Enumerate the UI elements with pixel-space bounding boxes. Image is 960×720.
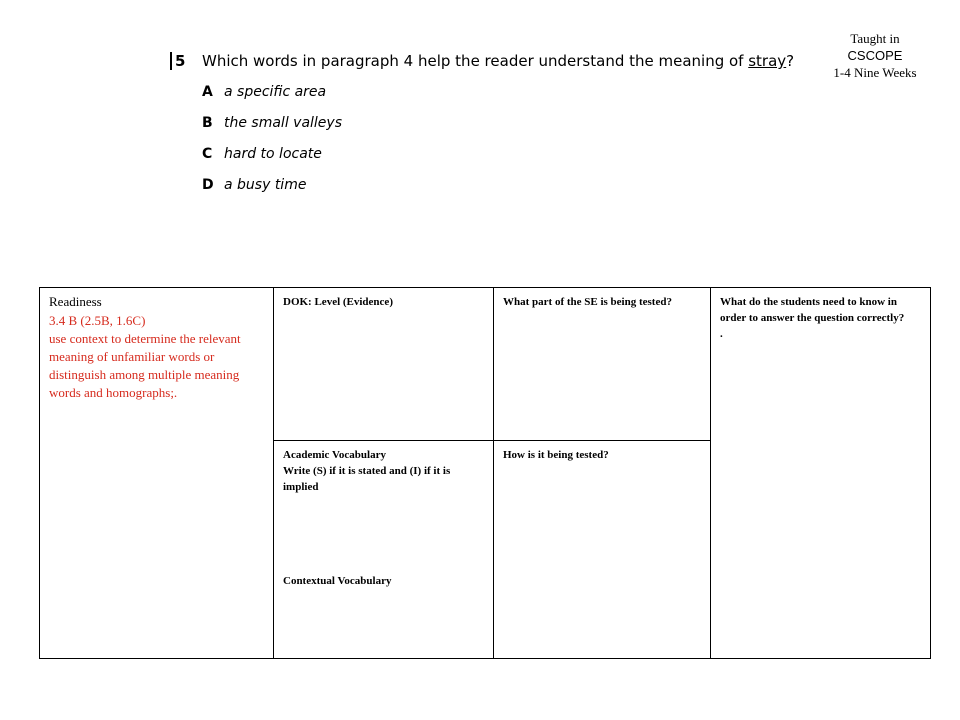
students-need-value: . [720, 328, 723, 340]
choice-letter: C [202, 146, 213, 162]
readiness-standard: 3.4 B (2.5B, 1.6C) [49, 313, 146, 328]
how-tested-label: How is it being tested? [503, 449, 609, 461]
question-target-word: stray [748, 52, 787, 70]
choice-letter: D [202, 177, 214, 193]
question-block [170, 52, 810, 208]
choice-text: a busy time [224, 177, 307, 193]
vocabulary-cell [274, 441, 494, 659]
choice-text: hard to locate [224, 146, 322, 162]
dok-cell [274, 288, 494, 441]
question-stem-suffix: ? [786, 52, 795, 70]
readiness-cell [40, 288, 274, 659]
question-stem-prefix: Which words in paragraph 4 help the reader understand the meaning of [202, 52, 749, 70]
readiness-title: Readiness [49, 294, 102, 309]
question-number: 5 [170, 52, 202, 70]
taught-line-3: 1-4 Nine Weeks [833, 65, 917, 80]
choice-letter: B [202, 115, 213, 131]
contextual-vocab-label: Contextual Vocabulary [283, 575, 392, 587]
choice-letter: A [202, 84, 213, 100]
taught-line-2: CSCOPE [847, 48, 903, 63]
analysis-table [39, 287, 931, 659]
academic-vocab-label: Academic Vocabulary [283, 449, 386, 461]
question-text [202, 52, 794, 70]
se-part-label: What part of the SE is being tested? [503, 296, 672, 308]
readiness-description: use context to determine the relevant meaning of unfamiliar words or distinguish among multiple meaning words and homographs;. [49, 331, 241, 400]
table-row [40, 288, 931, 441]
students-need-label: What do the students need to know in order to answer the question correctly? [720, 296, 905, 324]
how-tested-cell [494, 441, 711, 659]
choice-d [170, 177, 810, 208]
choice-b [170, 115, 810, 146]
dok-label: DOK: Level (Evidence) [283, 296, 393, 308]
taught-in-note [810, 30, 940, 81]
question-stem [170, 52, 810, 70]
answer-choices [170, 84, 810, 208]
choice-text: the small valleys [224, 115, 343, 131]
se-part-cell [494, 288, 711, 441]
students-need-cell [711, 288, 931, 659]
choice-a [170, 84, 810, 115]
taught-line-1: Taught in [850, 31, 900, 46]
academic-vocab-instruction: Write (S) if it is stated and (I) if it is implied [283, 465, 451, 493]
choice-c [170, 146, 810, 177]
choice-text: a specific area [224, 84, 327, 100]
